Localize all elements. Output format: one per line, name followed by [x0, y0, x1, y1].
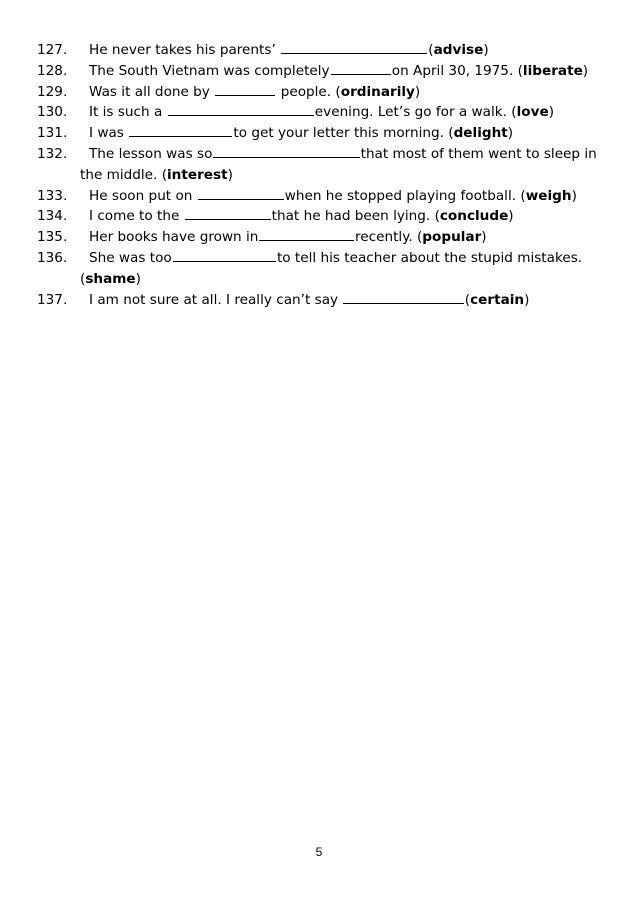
exercise-item: [37, 40, 615, 61]
word-hint: (weigh): [520, 187, 577, 204]
hint-word: love: [516, 104, 549, 121]
item-number: 135.: [37, 229, 68, 246]
sentence-start: Her books have grown in: [89, 229, 259, 246]
answer-blank[interactable]: [281, 42, 427, 54]
item-sentence: [37, 123, 615, 144]
exercise-item: [37, 144, 615, 186]
continuation-text: the middle.: [80, 166, 162, 183]
item-number: 131.: [37, 125, 68, 142]
answer-blank[interactable]: [215, 84, 275, 96]
word-hint: (advise): [428, 42, 489, 58]
sentence-end: that most of them went to sleep in: [360, 145, 597, 162]
exercise-item: [37, 248, 615, 290]
item-number: 130.: [37, 104, 68, 121]
item-number: 137.: [37, 291, 68, 308]
item-sentence: [37, 102, 615, 123]
sentence-start: It is such a: [89, 104, 167, 121]
item-sentence: [37, 82, 615, 103]
word-hint: (conclude): [434, 208, 514, 225]
sentence-end: recently.: [355, 229, 417, 246]
hint-word: popular: [422, 229, 482, 246]
page-number: 5: [315, 845, 323, 859]
item-sentence: [37, 144, 615, 165]
item-number: 128.: [37, 62, 68, 79]
sentence-start: I come to the: [89, 208, 184, 225]
answer-blank[interactable]: [129, 125, 232, 137]
item-number: 127.: [37, 42, 68, 58]
exercise-item: [37, 82, 615, 103]
sentence-end: to get your letter this morning.: [233, 125, 449, 142]
answer-blank[interactable]: [213, 146, 359, 158]
word-hint: (delight): [448, 125, 514, 142]
word-hint: (liberate): [517, 62, 589, 79]
sentence-start: He never takes his parents’: [89, 42, 281, 58]
item-number: 129.: [37, 83, 68, 100]
hint-word: interest: [167, 166, 228, 183]
hint-word: shame: [85, 270, 136, 287]
item-sentence: [37, 40, 615, 61]
item-sentence: [37, 206, 615, 227]
sentence-start: I was: [89, 125, 129, 142]
sentence-start: The lesson was so: [89, 145, 213, 162]
exercise-item: [37, 290, 615, 311]
answer-blank[interactable]: [331, 63, 391, 75]
item-sentence: [37, 248, 615, 269]
exercise-item: [37, 206, 615, 227]
item-number: 132.: [37, 145, 68, 162]
item-number: 133.: [37, 187, 68, 204]
sentence-continuation: [37, 165, 615, 186]
word-hint: (love): [511, 104, 554, 121]
hint-word: liberate: [522, 62, 583, 79]
hint-word: certain: [470, 291, 525, 308]
item-sentence: [37, 290, 615, 311]
hint-word: conclude: [439, 208, 509, 225]
hint-word: advise: [433, 42, 484, 58]
answer-blank[interactable]: [259, 229, 354, 241]
word-hint: (interest): [161, 166, 233, 183]
answer-blank[interactable]: [173, 250, 276, 262]
item-sentence: [37, 61, 615, 82]
sentence-end: evening. Let’s go for a walk.: [314, 104, 512, 121]
sentence-continuation: [37, 269, 615, 290]
word-hint: (shame): [80, 270, 141, 287]
sentence-start: Was it all done by: [89, 83, 215, 100]
answer-blank[interactable]: [198, 188, 284, 200]
sentence-end: that he had been lying.: [271, 208, 435, 225]
sentence-end: when he stopped playing football.: [284, 187, 521, 204]
sentence-start: He soon put on: [89, 187, 197, 204]
hint-word: delight: [453, 125, 508, 142]
item-sentence: [37, 227, 615, 248]
item-sentence: [37, 186, 615, 207]
exercise-item: [37, 102, 615, 123]
sentence-start: I am not sure at all. I really can’t say: [89, 291, 343, 308]
word-hint: (popular): [416, 229, 487, 246]
hint-word: weigh: [525, 187, 572, 204]
answer-blank[interactable]: [343, 292, 463, 304]
sentence-end: on April 30, 1975.: [391, 62, 518, 79]
word-hint: (ordinarily): [335, 83, 421, 100]
item-number: 136.: [37, 249, 68, 266]
sentence-end: to tell his teacher about the stupid mistakes.: [276, 249, 583, 266]
answer-blank[interactable]: [185, 208, 271, 220]
item-number: 134.: [37, 208, 68, 225]
word-hint: (certain): [464, 291, 530, 308]
sentence-end: people.: [276, 83, 336, 100]
exercise-item: [37, 186, 615, 207]
sentence-start: The South Vietnam was completely: [89, 62, 330, 79]
exercise-item: [37, 227, 615, 248]
exercise-item: [37, 123, 615, 144]
exercise-item: [37, 61, 615, 82]
sentence-start: She was too: [89, 249, 172, 266]
exercise-list: [37, 40, 615, 310]
answer-blank[interactable]: [168, 104, 314, 116]
hint-word: ordinarily: [340, 83, 415, 100]
